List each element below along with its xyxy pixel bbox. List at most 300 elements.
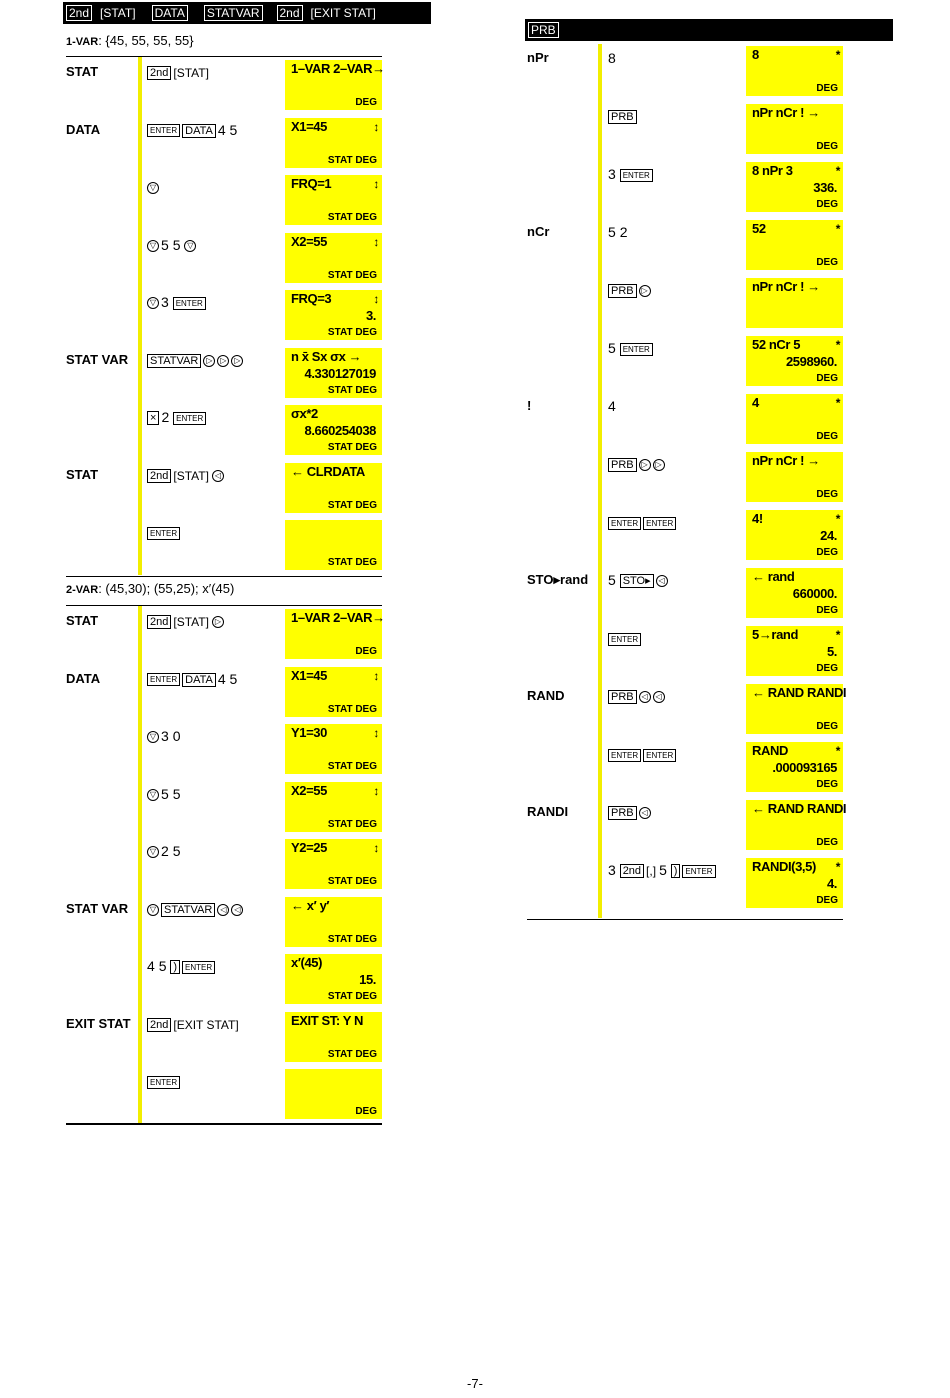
- lcd-line-1: σx*2: [291, 406, 318, 421]
- keystrokes: [608, 282, 653, 298]
- step-label: STAT VAR: [66, 900, 129, 916]
- lcd-result: 5.: [826, 644, 837, 659]
- key-secondary: [STAT]: [173, 468, 209, 483]
- lcd-scroll-arrow-icon: ↕: [373, 292, 379, 306]
- step-label: EXIT STAT: [66, 1015, 131, 1031]
- keystrokes: [147, 122, 237, 138]
- lcd-scroll-arrow-icon: ↕: [373, 726, 379, 740]
- right-arrow-icon: ▷: [203, 355, 215, 367]
- left-arrow-icon: ◁: [217, 904, 229, 916]
- step-row: [527, 740, 847, 798]
- digit: 3: [608, 862, 616, 878]
- step-label: nCr: [527, 224, 550, 239]
- step-row: [527, 682, 847, 740]
- keystrokes: [608, 456, 667, 472]
- lcd-line-1: RAND: [752, 743, 788, 758]
- key-statvar: STATVAR: [147, 354, 201, 368]
- lcd-asterisk: *: [835, 512, 840, 526]
- step-row: [66, 665, 386, 723]
- lcd-display: [746, 104, 843, 154]
- keystrokes: [147, 294, 208, 310]
- lcd-display: [746, 220, 843, 270]
- key-prb: PRB: [608, 458, 637, 472]
- lcd-display: [746, 858, 843, 908]
- lcd-display: [285, 839, 382, 889]
- lcd-display: [285, 175, 382, 225]
- lcd-line-1: 8: [752, 47, 759, 62]
- keystrokes: [147, 237, 198, 253]
- key-data: DATA: [182, 124, 216, 138]
- step-row: [66, 607, 386, 665]
- digit: 4: [608, 398, 616, 414]
- keystrokes: [147, 901, 245, 917]
- key-enter: ENTER: [147, 1076, 180, 1089]
- lcd-indicators: STAT DEG: [327, 384, 377, 396]
- lcd-indicators: DEG: [816, 199, 838, 210]
- key-2nd: 2nd: [147, 615, 171, 629]
- key-prb: PRB: [608, 690, 637, 704]
- digit: 5: [608, 340, 616, 356]
- lcd-line-1: 52: [752, 221, 766, 236]
- left-arrow-icon: ◁: [212, 470, 224, 482]
- digit: 5: [172, 236, 181, 253]
- lcd-result: 15.: [359, 972, 376, 987]
- lcd-line-1: 4: [752, 395, 759, 410]
- step-row: [66, 58, 386, 116]
- lcd-result: 2598960.: [785, 354, 837, 369]
- digit: 4: [217, 121, 226, 138]
- key-secondary: [,]: [646, 864, 657, 878]
- lcd-indicators: DEG: [816, 373, 838, 384]
- stat-keys-header: [63, 2, 431, 24]
- lcd-display: [285, 118, 382, 168]
- lcd-indicators: DEG: [816, 83, 838, 94]
- key-data: DATA: [152, 5, 188, 21]
- lcd-display: [746, 800, 847, 850]
- lcd-indicators: DEG: [816, 837, 838, 848]
- left-arrow-icon: ◁: [639, 691, 651, 703]
- keystrokes: [608, 630, 643, 646]
- step-label: STAT: [66, 466, 99, 482]
- key-secondary: [STAT]: [173, 66, 209, 80]
- lcd-indicators: STAT DEG: [327, 1048, 377, 1060]
- key-enter: ENTER: [182, 961, 215, 974]
- step-row: [527, 624, 847, 682]
- keystrokes: [147, 958, 217, 974]
- key-enter: ENTER: [643, 749, 676, 762]
- lcd-indicators: STAT DEG: [327, 557, 377, 568]
- lcd-scroll-arrow-icon: ↕: [373, 841, 379, 855]
- lcd-line-1: 52 nCr 5: [752, 337, 801, 352]
- lcd-scroll-arrow-icon: ↕: [373, 783, 379, 798]
- lcd-display: [285, 233, 382, 283]
- digit: 3: [608, 166, 616, 182]
- step-row: [527, 276, 847, 334]
- lcd-line-1: n x̄ Sx σx →: [291, 348, 362, 364]
- step-label: STO▸rand: [527, 572, 589, 587]
- key-close-paren: ): [170, 960, 180, 974]
- digit: 5: [172, 785, 181, 802]
- lcd-result: 336.: [813, 180, 837, 195]
- lcd-line-1: X2=55: [291, 233, 327, 249]
- key-prb: PRB: [608, 284, 637, 298]
- lcd-line-1: ← x′ y′: [291, 897, 330, 913]
- lcd-asterisk: *: [835, 48, 840, 62]
- step-row: [527, 102, 847, 160]
- lcd-display: [285, 782, 382, 832]
- lcd-scroll-arrow-icon: ↕: [373, 234, 379, 249]
- key-2nd: 2nd: [277, 5, 303, 21]
- lcd-display: [285, 1012, 382, 1062]
- step-row: [527, 566, 847, 624]
- onevar-label: 1-VAR: [66, 36, 99, 48]
- lcd-indicators: DEG: [816, 257, 838, 268]
- right-arrow-icon: ▷: [231, 355, 243, 367]
- key-stat: [STAT]: [100, 6, 136, 20]
- lcd-line-1: 8 nPr 3: [752, 163, 793, 178]
- down-arrow-icon: ▽: [184, 240, 196, 252]
- digit: 5: [608, 224, 616, 240]
- right-arrow-icon: ▷: [639, 285, 651, 297]
- key-prb: PRB: [608, 806, 637, 820]
- key-secondary: [EXIT STAT]: [173, 1017, 239, 1032]
- step-row: [66, 895, 386, 953]
- lcd-display: [285, 60, 385, 110]
- digit: 2: [161, 843, 169, 859]
- lcd-result: 660000.: [792, 586, 837, 601]
- prb-header: [525, 19, 893, 41]
- digit: 8: [608, 50, 616, 66]
- lcd-line-1: ← RAND RANDI: [752, 685, 847, 700]
- key-2nd: 2nd: [66, 5, 92, 21]
- lcd-indicators: STAT DEG: [327, 703, 377, 715]
- key-prb: PRB: [608, 110, 637, 124]
- lcd-display: [285, 348, 382, 398]
- lcd-display: [746, 684, 847, 734]
- step-label: RANDI: [527, 804, 569, 819]
- lcd-indicators: DEG: [816, 721, 838, 732]
- step-row: [527, 392, 847, 450]
- keystrokes: [608, 514, 678, 530]
- lcd-line-1: x′(45): [291, 955, 323, 970]
- keystrokes: [608, 166, 655, 182]
- lcd-result: 8.660254038: [304, 423, 376, 438]
- step-row: [66, 518, 386, 576]
- digit: 5: [229, 670, 238, 687]
- right-arrow-icon: ▷: [639, 459, 651, 471]
- step-row: [527, 218, 847, 276]
- keystrokes: [608, 224, 627, 240]
- lcd-display: [285, 463, 382, 513]
- step-row: [66, 346, 386, 404]
- keystrokes: [608, 108, 639, 124]
- lcd-line-1: 5→rand: [752, 627, 799, 642]
- keystrokes: [147, 728, 180, 744]
- lcd-line-1: EXIT ST: Y N: [291, 1012, 364, 1028]
- lcd-indicators: STAT DEG: [327, 327, 377, 338]
- lcd-display: [285, 609, 385, 659]
- key-prb: PRB: [528, 22, 559, 38]
- lcd-display: [285, 667, 382, 717]
- key-2nd: 2nd: [147, 66, 171, 80]
- step-label: STAT: [66, 613, 99, 628]
- digit: 2: [619, 224, 628, 240]
- down-arrow-icon: ▽: [147, 297, 159, 309]
- down-arrow-icon: ▽: [147, 731, 159, 743]
- lcd-indicators: DEG: [816, 663, 838, 674]
- down-arrow-icon: ▽: [147, 182, 159, 194]
- lcd-display: [285, 897, 382, 947]
- keystrokes: [608, 572, 670, 588]
- step-row: [66, 1010, 386, 1068]
- lcd-indicators: STAT DEG: [327, 933, 377, 945]
- step-label: STAT VAR: [66, 351, 129, 367]
- key-enter: ENTER: [147, 527, 180, 540]
- lcd-result: 4.330127019: [304, 365, 376, 381]
- key-enter: ENTER: [147, 124, 180, 137]
- digit: 4: [217, 670, 226, 687]
- down-arrow-icon: ▽: [147, 846, 159, 858]
- lcd-line-1: FRQ=1: [291, 176, 332, 191]
- lcd-indicators: STAT DEG: [327, 991, 377, 1002]
- lcd-display: [285, 520, 382, 570]
- key-enter: ENTER: [173, 297, 206, 310]
- lcd-indicators: DEG: [355, 97, 377, 108]
- digit: 5: [161, 785, 169, 802]
- digit: 5: [158, 958, 167, 974]
- lcd-line-1: X1=45: [291, 118, 327, 134]
- lcd-result: 4.: [826, 876, 837, 891]
- key-secondary: [STAT]: [173, 615, 209, 629]
- step-row: [66, 403, 386, 461]
- step-row: [66, 952, 386, 1010]
- lcd-result: 24.: [820, 528, 837, 543]
- keystrokes: [147, 352, 245, 368]
- lcd-asterisk: *: [835, 222, 840, 236]
- key-enter: ENTER: [608, 517, 641, 530]
- onevar-text: : {45, 55, 55, 55}: [98, 33, 194, 48]
- left-arrow-icon: ◁: [656, 575, 668, 587]
- down-arrow-icon: ▽: [147, 240, 159, 252]
- key-statvar: STATVAR: [161, 903, 215, 917]
- key-2nd: 2nd: [147, 1018, 171, 1032]
- step-row: [527, 334, 847, 392]
- lcd-line-1: FRQ=3: [291, 291, 332, 306]
- step-label: DATA: [66, 670, 101, 686]
- step-row: [66, 173, 386, 231]
- key-2nd: 2nd: [620, 864, 644, 878]
- lcd-line-1: X1=45: [291, 667, 327, 683]
- digit: 2: [161, 409, 170, 425]
- lcd-display: [746, 626, 843, 676]
- key-enter: ENTER: [147, 673, 180, 686]
- keystrokes: [608, 746, 678, 762]
- lcd-indicators: STAT DEG: [327, 442, 377, 453]
- lcd-result: .000093165: [772, 760, 837, 775]
- lcd-line-1: Y1=30: [291, 725, 327, 740]
- digit: 5: [659, 862, 667, 878]
- lcd-indicators: STAT DEG: [327, 499, 377, 511]
- step-row: [527, 450, 847, 508]
- lcd-indicators: STAT DEG: [327, 154, 377, 166]
- lcd-display: [285, 405, 382, 455]
- left-arrow-icon: ◁: [639, 807, 651, 819]
- divider: [66, 576, 382, 577]
- keystrokes: [147, 524, 182, 540]
- lcd-line-1: ← rand: [752, 569, 795, 584]
- lcd-asterisk: *: [835, 744, 840, 758]
- lcd-line-1: 1–VAR 2–VAR→: [291, 610, 385, 625]
- key-enter: ENTER: [608, 749, 641, 762]
- digit: 5: [608, 572, 616, 588]
- down-arrow-icon: ▽: [147, 789, 159, 801]
- lcd-display: [746, 278, 843, 328]
- lcd-indicators: STAT DEG: [327, 269, 377, 281]
- step-label: STAT: [66, 64, 99, 79]
- lcd-indicators: DEG: [355, 1106, 377, 1117]
- lcd-asterisk: *: [835, 164, 840, 178]
- lcd-indicators: DEG: [816, 547, 838, 558]
- step-row: [66, 461, 386, 519]
- keystrokes: [147, 786, 180, 802]
- lcd-display: [746, 742, 843, 792]
- key-statvar: STATVAR: [204, 5, 263, 21]
- divider: [66, 56, 382, 57]
- keystrokes: [147, 1016, 242, 1032]
- lcd-display: [746, 568, 843, 618]
- lcd-display: [285, 954, 382, 1004]
- digit: 3: [161, 294, 169, 310]
- lcd-line-1: nPr nCr ! →: [752, 453, 820, 468]
- keystrokes: [147, 1073, 182, 1089]
- lcd-line-1: X2=55: [291, 782, 327, 798]
- keystrokes: [608, 398, 616, 414]
- lcd-indicators: DEG: [816, 779, 838, 790]
- right-arrow-icon: ▷: [653, 459, 665, 471]
- step-row: [66, 780, 386, 838]
- step-row: [66, 837, 386, 895]
- key-exit-stat: [EXIT STAT]: [310, 6, 376, 20]
- twovar-text: : (45,30); (55,25); x′(45): [98, 581, 235, 596]
- key-2nd: 2nd: [147, 469, 171, 483]
- key-enter: ENTER: [643, 517, 676, 530]
- keystrokes: [608, 862, 718, 878]
- key-enter: ENTER: [620, 343, 653, 356]
- lcd-indicators: DEG: [816, 605, 838, 616]
- lcd-line-1: nPr nCr ! →: [752, 105, 820, 120]
- keystrokes: [608, 50, 616, 66]
- keystrokes: [147, 613, 226, 629]
- left-arrow-icon: ◁: [231, 904, 243, 916]
- lcd-display: [746, 336, 843, 386]
- lcd-asterisk: *: [835, 860, 840, 874]
- lcd-indicators: STAT DEG: [327, 876, 377, 887]
- digit: 0: [172, 728, 181, 744]
- digit: 5: [172, 843, 181, 859]
- lcd-asterisk: *: [835, 396, 840, 410]
- key-enter: ENTER: [620, 169, 653, 182]
- step-label: DATA: [66, 121, 101, 137]
- lcd-line-1: RANDI(3,5): [752, 859, 816, 874]
- keystrokes: [608, 340, 655, 356]
- digit: 5: [161, 236, 169, 253]
- keystrokes: [147, 409, 208, 425]
- step-label: !: [527, 398, 532, 413]
- step-row: [66, 116, 386, 174]
- lcd-indicators: DEG: [816, 489, 838, 500]
- twovar-heading: [66, 581, 234, 596]
- lcd-display: [746, 394, 843, 444]
- lcd-line-1: ← RAND RANDI: [752, 801, 847, 816]
- lcd-scroll-arrow-icon: ↕: [373, 177, 379, 191]
- step-row: [527, 798, 847, 856]
- lcd-scroll-arrow-icon: ↕: [373, 119, 379, 134]
- digit: 4: [147, 958, 155, 974]
- lcd-display: [285, 1069, 382, 1119]
- keystrokes: [147, 843, 180, 859]
- step-row: [527, 44, 847, 102]
- key-enter: ENTER: [682, 865, 715, 878]
- lcd-line-1: 4!: [752, 511, 763, 526]
- step-row: [527, 856, 847, 914]
- step-row: [527, 508, 847, 566]
- key-enter: ENTER: [173, 412, 206, 425]
- page-number: -7-: [467, 1376, 483, 1391]
- keystrokes: [147, 64, 212, 80]
- divider: [66, 605, 382, 606]
- lcd-indicators: DEG: [355, 646, 377, 657]
- lcd-display: [285, 290, 382, 340]
- key-enter: ENTER: [608, 633, 641, 646]
- twovar-label: 2-VAR: [66, 584, 99, 596]
- lcd-line-1: Y2=25: [291, 840, 327, 855]
- keystrokes: [608, 804, 653, 820]
- step-row: [66, 288, 386, 346]
- step-row: [66, 231, 386, 289]
- keystrokes: [147, 179, 161, 195]
- lcd-indicators: STAT DEG: [327, 761, 377, 772]
- digit: 5: [229, 121, 238, 138]
- step-label: RAND: [527, 688, 565, 703]
- right-arrow-icon: ▷: [217, 355, 229, 367]
- key-multiply: ×: [147, 411, 159, 425]
- step-row: [66, 722, 386, 780]
- lcd-indicators: STAT DEG: [327, 818, 377, 830]
- keystrokes: [147, 467, 226, 483]
- lcd-result: 3.: [365, 308, 376, 323]
- onevar-heading: [66, 33, 194, 48]
- lcd-display: [746, 46, 843, 96]
- down-arrow-icon: ▽: [147, 904, 159, 916]
- lcd-display: [285, 724, 382, 774]
- key-data: DATA: [182, 673, 216, 687]
- keystrokes: [608, 688, 667, 704]
- key-sto: STO▸: [620, 574, 654, 588]
- divider: [66, 1123, 382, 1125]
- lcd-scroll-arrow-icon: ↕: [373, 668, 379, 683]
- digit: 3: [161, 728, 169, 744]
- left-arrow-icon: ◁: [653, 691, 665, 703]
- lcd-line-1: nPr nCr ! →: [752, 279, 820, 294]
- lcd-display: [746, 162, 843, 212]
- lcd-display: [746, 510, 843, 560]
- lcd-indicators: DEG: [816, 141, 838, 152]
- lcd-asterisk: *: [835, 338, 840, 352]
- lcd-line-1: ← CLRDATA: [291, 463, 365, 479]
- lcd-line-1: 1–VAR 2–VAR→: [291, 61, 385, 76]
- step-row: [527, 160, 847, 218]
- keystrokes: [147, 671, 237, 687]
